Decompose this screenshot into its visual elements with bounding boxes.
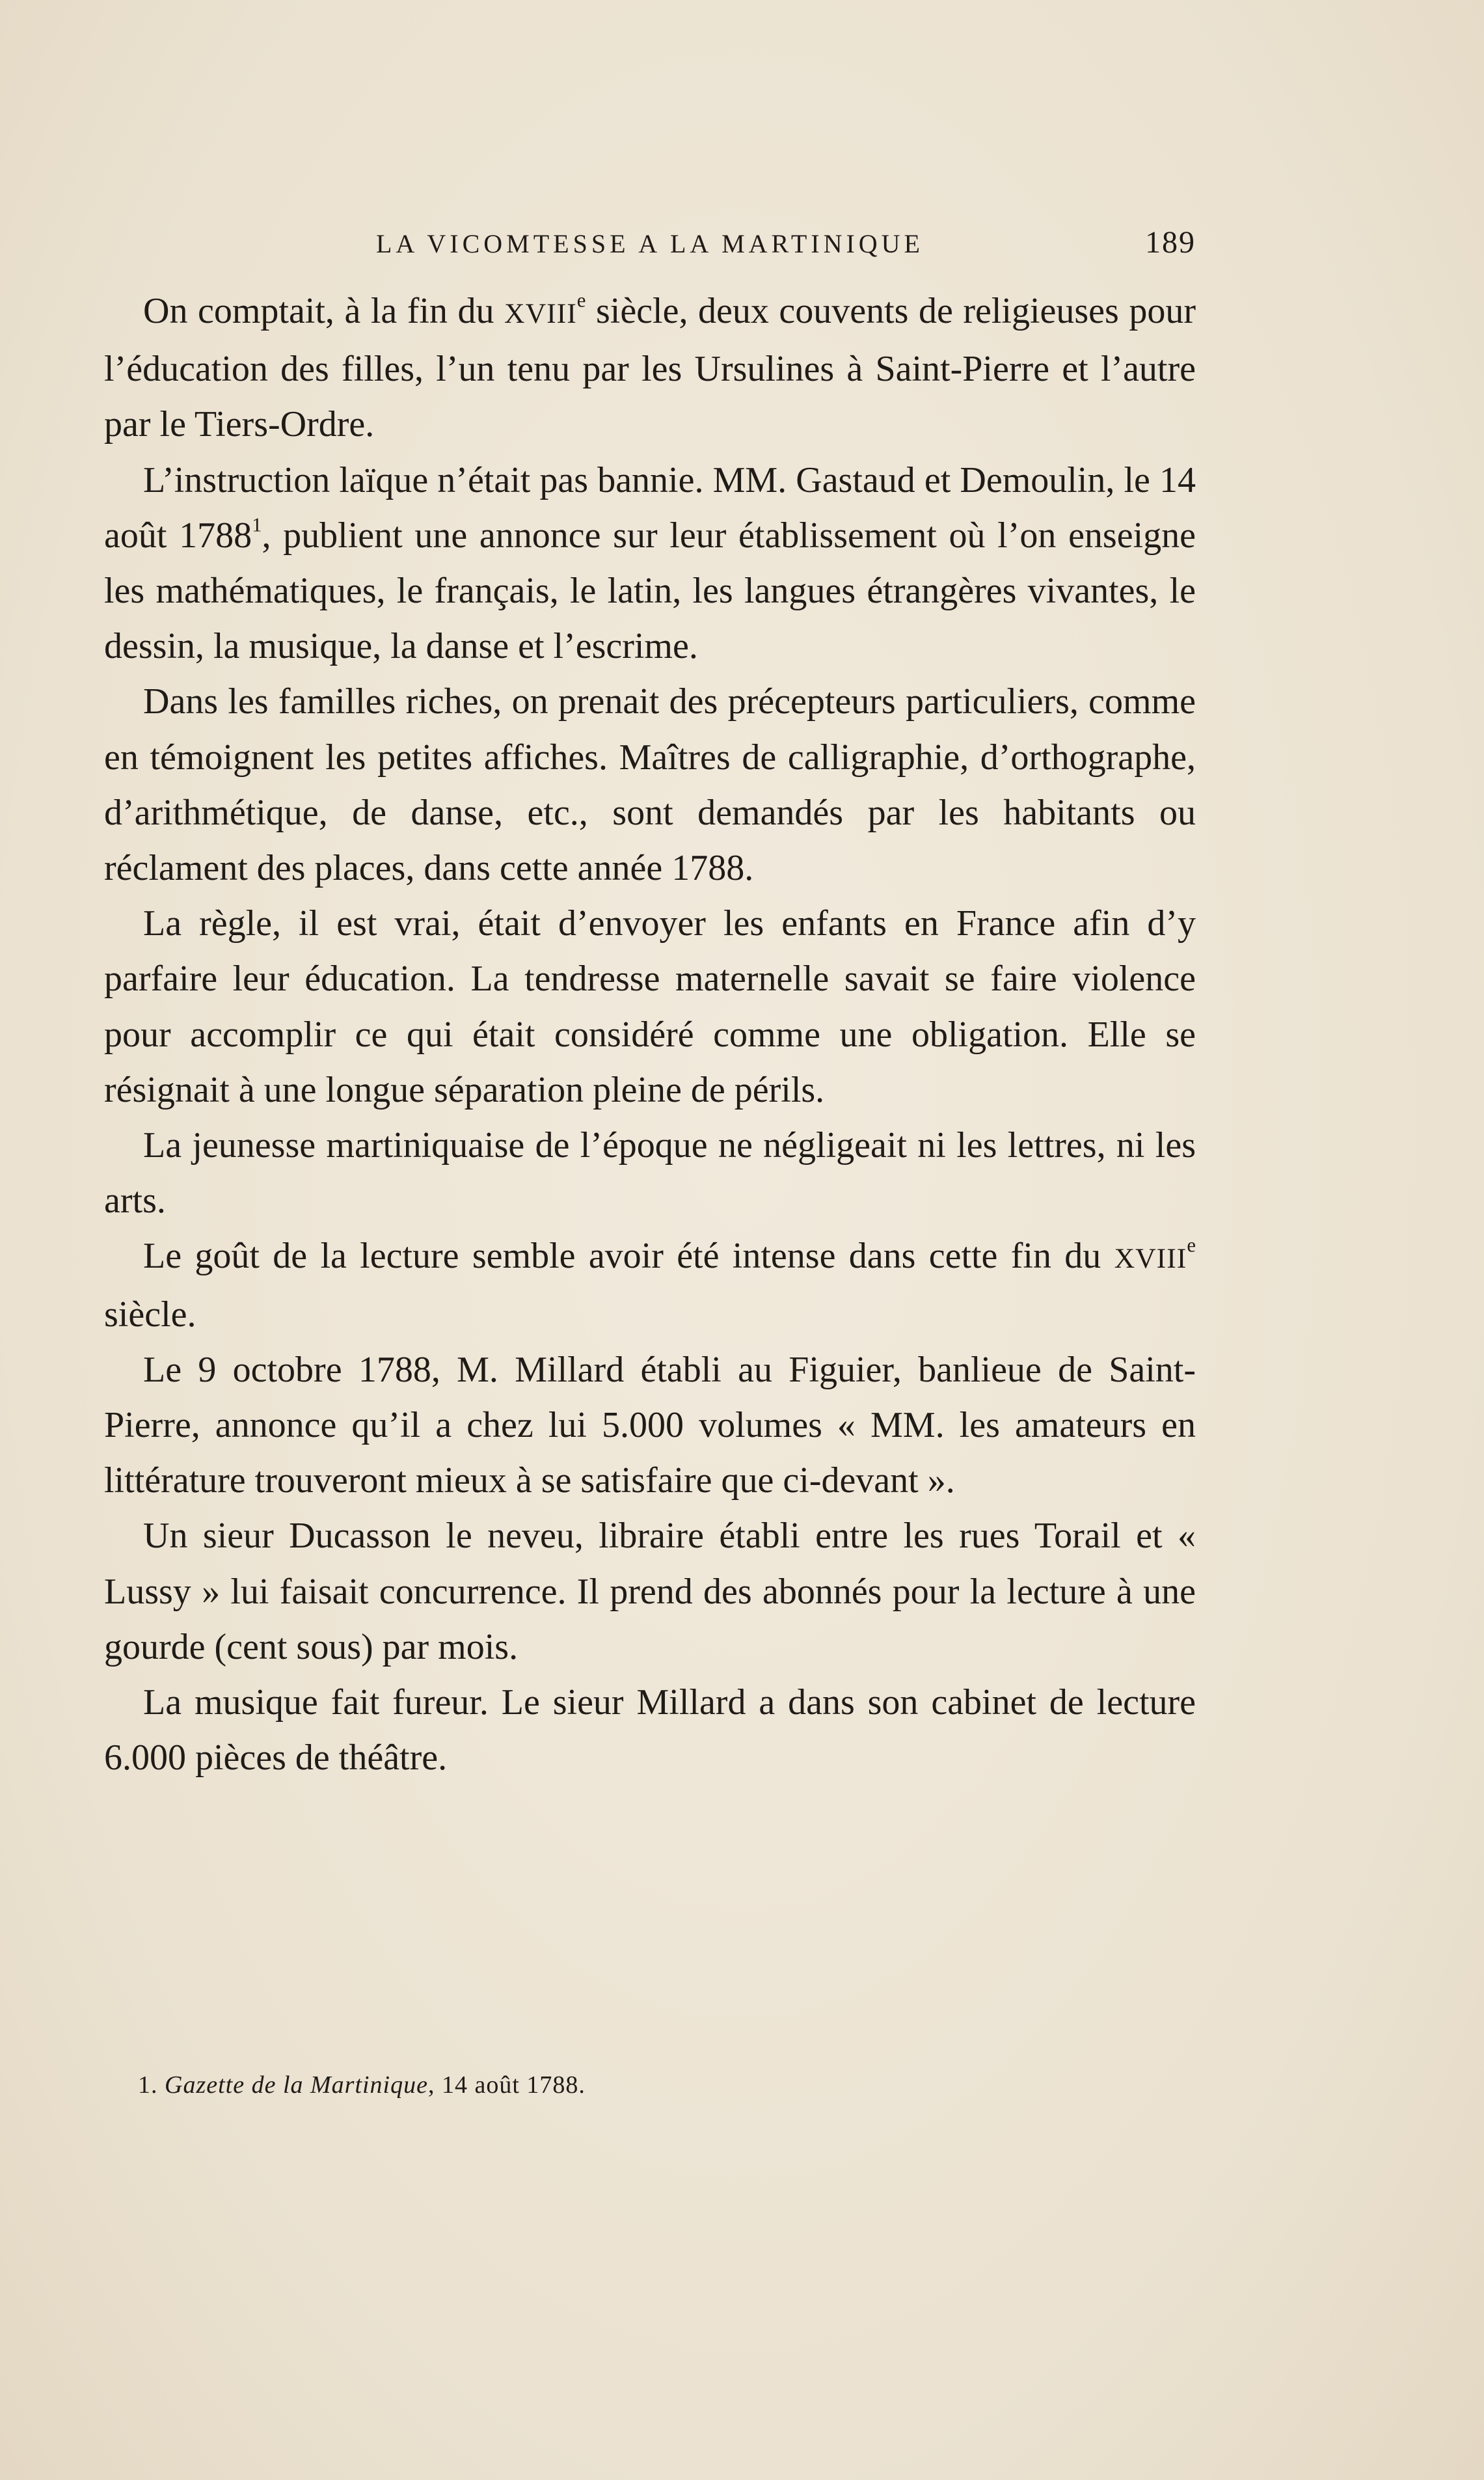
footnote-source: Gazette de la Martinique	[165, 2071, 428, 2099]
footnote-reference: 1	[252, 513, 262, 536]
paragraph-text: On comptait, à la fin du	[143, 291, 505, 331]
century-numeral: XVIII	[504, 298, 577, 329]
footnote	[138, 2071, 1179, 2099]
running-title: LA VICOMTESSE A LA MARTINIQUE	[375, 229, 924, 258]
paragraph-youth-arts: La jeunesse martiniquaise de l’époque ne négligeait ni les lettres, ni les arts.	[104, 1125, 1196, 1221]
paragraph-ducasson: Un sieur Ducasson le neveu, libraire établi entre les rues Torail et « Lussy » lui faisait concurrence. Il prend des abonnés pour la lecture à une gourde (cent sous) par mois.	[104, 1516, 1196, 1667]
century-numeral: XVIII	[1114, 1243, 1187, 1275]
paragraph-millard: Le 9 octobre 1788, M. Millard établi au Figuier, banlieue de Saint-Pierre, annonce qu’il a chez lui 5.000 volumes « MM. les amateurs en littérature trouveront mieux à se satisfaire que ci-devant ».	[104, 1349, 1196, 1501]
paragraph-education-france: La règle, il est vrai, était d’envoyer les enfants en France afin d’y parfaire leur éducation. La tendresse maternelle savait se faire violence pour accomplir ce qui était considéré comme une obligation. Elle se résignait à une longue séparation pleine de périls.	[104, 903, 1196, 1110]
paragraph-convents	[104, 284, 1196, 453]
century-superscript: e	[576, 289, 586, 312]
page-header	[104, 225, 1196, 264]
paragraph-text: siècle.	[104, 1294, 196, 1335]
paragraph-lay-instruction	[104, 453, 1196, 675]
paragraph-music: La musique fait fureur. Le sieur Millard a dans son cabinet de lecture 6.000 pièces de théâtre.	[104, 1682, 1196, 1778]
century-superscript: e	[1187, 1234, 1196, 1257]
paragraph-text: L’instruction laïque n’était pas bannie. MM. Gastaud et Demoulin, le 14 août 1788	[104, 459, 1196, 556]
body-text	[104, 284, 1196, 1786]
paragraph-text: , publient une annonce sur leur établissement où l’on enseigne les mathématiques, le français, le latin, les langues étrangères vivantes, le dessin, la musique, la danse et l’escrime.	[104, 515, 1196, 667]
paragraph-reading-taste	[104, 1229, 1196, 1342]
footnote-date: , 14 août 1788.	[427, 2071, 586, 2099]
page-number: 189	[1145, 225, 1196, 260]
paragraph-text: Le goût de la lecture semble avoir été intense dans cette fin du	[143, 1236, 1114, 1277]
paragraph-tutors: Dans les familles riches, on prenait des précepteurs particuliers, comme en témoignent les petites affiches. Maîtres de calligraphie, d’orthographe, d’arithmétique, de danse, etc., sont demandés par les habitants ou réclament des places, dans cette année 1788.	[104, 681, 1196, 889]
footnote-number: 1.	[138, 2071, 158, 2099]
paragraph-text: siècle, deux couvents de religieuses pour l’éducation des filles, l’un tenu par les Ursulines à Saint-Pierre et l’autre par le Tiers-Ordre.	[104, 291, 1196, 445]
